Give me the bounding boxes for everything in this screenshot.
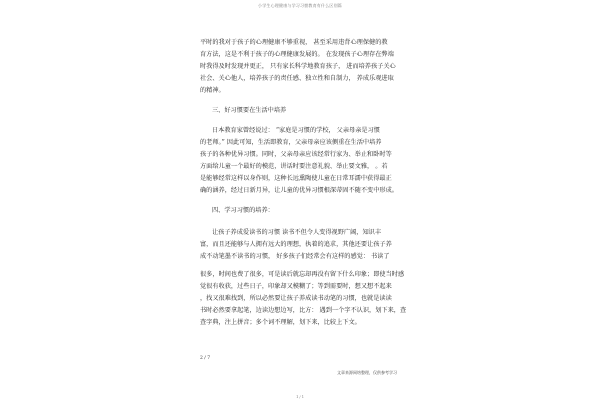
- footer-note: 文章来源网络整理，仅供参考学习: [337, 370, 397, 375]
- text-line: 查字典，注上拼音；多个词不理解，划下来，比较上下文。: [200, 319, 361, 326]
- text-line: 社会、关心他人，培养孩子的责任感、独立性和自制力， 养成乐观进取: [200, 75, 394, 82]
- text-line: 书时必然要拿起笔，边读边想边写，比方： 遇到一个字不认识，划下来，查: [200, 307, 407, 314]
- text-line: 成不动笔墨不读书的习惯， 好多孩子们经常会有这样的感觉： 书读了: [200, 253, 390, 260]
- text-line: 是能够经常这样以身作则，这种长远熏陶使儿童在日常耳濡中获得最正: [200, 175, 392, 182]
- text-line: 平时的我对于孩子的心理健康不够重视， 甚至采用违背心理保健的教: [200, 39, 388, 46]
- page-header: 小学生心理健康与学习习惯教育有什么区别篇: [258, 3, 342, 8]
- text-line: 孩子的各种优异习惯。同时，父亲母亲应该经常行家为、举止和卧时等: [200, 151, 392, 158]
- text-line: ，找又很难找到，所以必然要让孩子养成读书动笔的习惯，也就是读读: [200, 295, 392, 302]
- text-line: 时我得及时发现并更正， 只有家长科学地教育孩子， 进而培养孩子关心: [200, 63, 396, 70]
- text-line: 日本教育家曾经说过： “家庭是习惯的学校， 父亲母亲是习惯: [212, 127, 380, 134]
- text-line: 富，而且还能够与人拥有远大的理想，执着的追求，其他还要让孩子养: [200, 241, 392, 248]
- text-line: 让孩子养成爱读书的习惯 读书不但令人变得视野广阔，知识丰: [212, 229, 382, 236]
- page-number: 2 / 7: [200, 356, 211, 361]
- bottom-page-number: 1 / 1: [296, 395, 304, 399]
- text-line: 三、好习惯要在生活中培养: [212, 107, 287, 114]
- text-line: 四、学习习惯的培养：: [212, 207, 274, 214]
- text-line: 方面给儿童一个最好的模范，讲话时要注意礼貌、举止要文雅， 。若: [200, 163, 388, 170]
- text-line: 的老师。” 因此可知，生活即教育，父亲母亲应该侧重在生活中培养: [200, 139, 382, 146]
- text-line: 的精神。: [200, 87, 225, 94]
- text-line: 确的涵养，经过日新月异，让儿童的优异习惯根深蒂固不随不变中形成。: [200, 187, 398, 194]
- text-line: 育方法，这是不利于孩子的心理健康发展的。 在发现孩子心理存在弊端: [200, 51, 394, 58]
- text-line: 很多，时间也费了很多，可是读后就忘却再没有留下什么印象；即使当时感: [200, 271, 405, 278]
- text-line: 觉很有收获，过些日子，印象却又模糊了；等到需要时，想又想不起来: [200, 283, 392, 290]
